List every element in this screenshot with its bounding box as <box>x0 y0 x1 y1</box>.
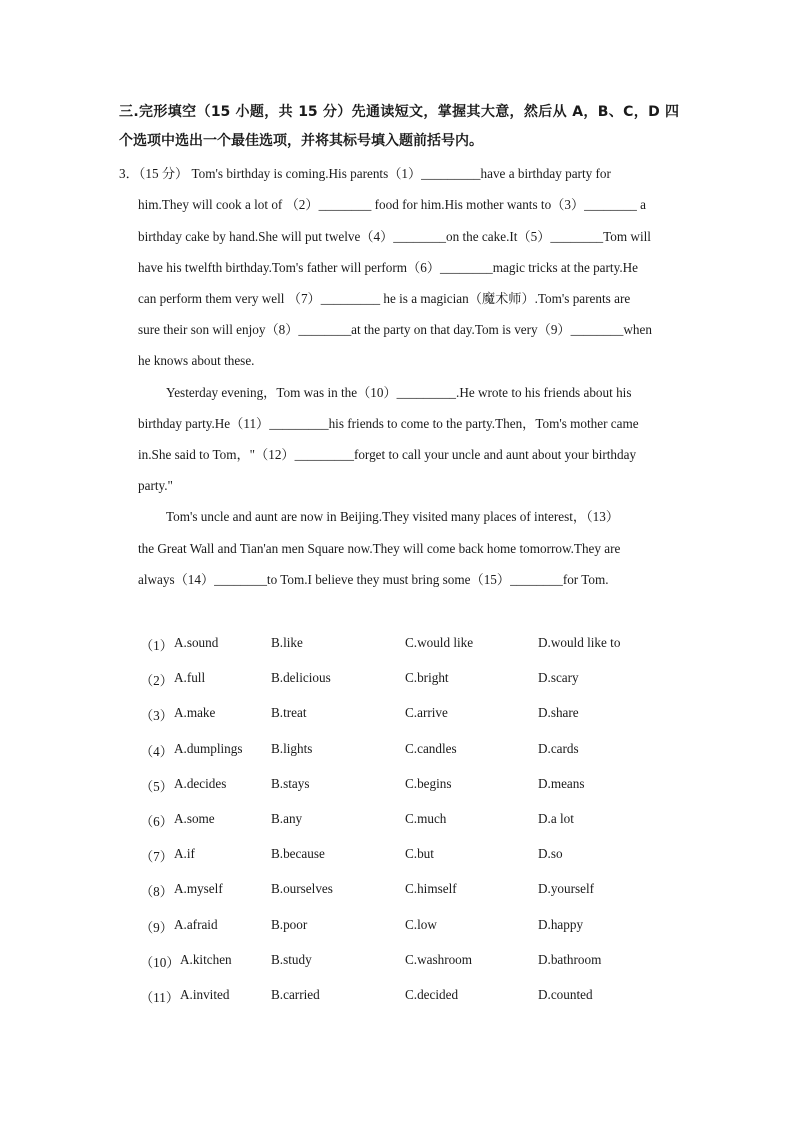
option-a: A.invited <box>180 987 230 1002</box>
option-b: B.like <box>271 635 303 650</box>
option-b: B.carried <box>271 987 320 1002</box>
passage-line: always（14）________to Tom.I believe they must bring some（15）________for Tom. <box>138 572 609 587</box>
option-c: C.himself <box>405 881 457 896</box>
option-b: B.delicious <box>271 670 331 685</box>
passage-line: birthday cake by hand.She will put twelve（4）________on the cake.It（5）________Tom will <box>138 229 651 244</box>
option-d: D.would like to <box>538 635 621 650</box>
option-number: （11） <box>140 990 180 1005</box>
option-c: C.begins <box>405 776 452 791</box>
option-c: C.bright <box>405 670 449 685</box>
option-a: A.full <box>174 670 206 685</box>
option-a: A.dumplings <box>174 741 243 756</box>
passage-line: the Great Wall and Tian'an men Square now.They will come back home tomorrow.They are <box>138 541 621 556</box>
option-b: B.treat <box>271 705 307 720</box>
option-number: （7） <box>140 849 173 864</box>
option-a: A.kitchen <box>180 952 232 967</box>
option-a: A.myself <box>174 881 223 896</box>
option-d: D.a lot <box>538 811 574 826</box>
option-d: D.cards <box>538 741 579 756</box>
option-d: D.scary <box>538 670 579 685</box>
passage-line: party." <box>138 478 173 493</box>
passage-line: Yesterday evening，Tom was in the（10）_________.He wrote to his friends about his <box>166 385 632 400</box>
option-number: （10） <box>140 955 180 970</box>
option-c: C.but <box>405 846 434 861</box>
option-number: （2） <box>140 673 173 688</box>
option-c: C.candles <box>405 741 457 756</box>
option-c: C.washroom <box>405 952 473 967</box>
option-number: （3） <box>140 708 173 723</box>
option-number: （6） <box>140 814 173 829</box>
option-d: D.bathroom <box>538 952 602 967</box>
option-c: C.would like <box>405 635 474 650</box>
option-a: A.sound <box>174 635 219 650</box>
option-a: A.decides <box>174 776 227 791</box>
section-header: 三.完形填空（15 小题，共 15 分）先通读短文，掌握其大意，然后从 A，B、C，D 四个选项中选出一个最佳选项，并将其标号填入题前括号内。 <box>119 104 679 149</box>
option-a: A.afraid <box>174 917 218 932</box>
option-d: D.yourself <box>538 881 595 896</box>
passage-line: birthday party.He（11）_________his friends to come to the party.Then，Tom's mother came <box>138 416 639 431</box>
option-number: （4） <box>140 744 173 759</box>
option-a: A.some <box>174 811 215 826</box>
option-number: （1） <box>140 638 173 653</box>
option-b: B.because <box>271 846 325 861</box>
option-c: C.low <box>405 917 437 932</box>
option-number: （9） <box>140 920 173 935</box>
option-c: C.much <box>405 811 447 826</box>
option-b: B.stays <box>271 776 310 791</box>
passage-line: have his twelfth birthday.Tom's father will perform（6）________magic tricks at the party.He <box>138 260 639 275</box>
passage-line: him.They will cook a lot of （2）________ food for him.His mother wants to（3）________ a <box>138 197 647 212</box>
passage-line: can perform them very well （7）_________ he is a magician（魔术师）.Tom's parents are <box>138 291 631 306</box>
passage-line: Tom's uncle and aunt are now in Beijing.They visited many places of interest，（13） <box>166 509 620 524</box>
option-b: B.poor <box>271 917 308 932</box>
option-d: D.counted <box>538 987 593 1002</box>
passage-line: sure their son will enjoy（8）________at the party on that day.Tom is very（9）________when <box>138 322 652 337</box>
option-number: （5） <box>140 779 173 794</box>
passage-line: in.She said to Tom，"（12）_________forget to call your uncle and aunt about your birthday <box>138 447 637 462</box>
option-number: （8） <box>140 884 173 899</box>
option-b: B.ourselves <box>271 881 333 896</box>
option-d: D.means <box>538 776 585 791</box>
option-a: A.make <box>174 705 216 720</box>
option-d: D.share <box>538 705 579 720</box>
option-b: B.lights <box>271 741 313 756</box>
option-b: B.any <box>271 811 303 826</box>
option-c: C.arrive <box>405 705 448 720</box>
option-c: C.decided <box>405 987 459 1002</box>
option-a: A.if <box>174 846 195 861</box>
option-d: D.happy <box>538 917 584 932</box>
option-b: B.study <box>271 952 312 967</box>
passage-line: he knows about these. <box>138 353 255 368</box>
option-d: D.so <box>538 846 563 861</box>
passage-line: 3．（15 分） Tom's birthday is coming.His parents（1）_________have a birthday party for <box>119 166 611 181</box>
